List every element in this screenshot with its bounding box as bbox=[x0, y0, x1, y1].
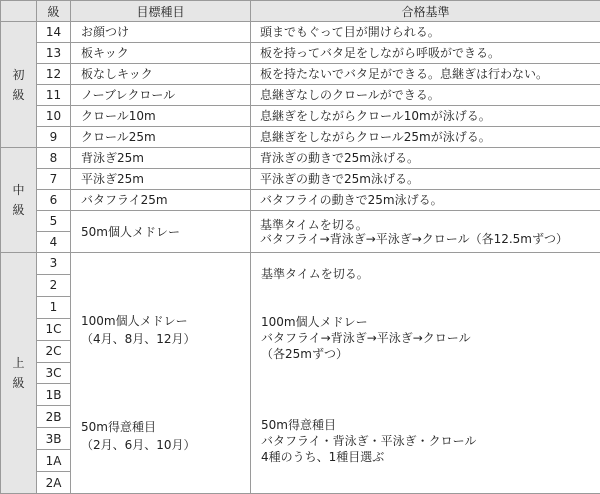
goal-cell: 背泳ぎ25m bbox=[71, 148, 251, 169]
criteria-cell-advanced: 基準タイムを切る。 100m個人メドレー バタフライ→背泳ぎ→平泳ぎ→クロール （各25mずつ） 50m得意種目 バタフライ・背泳ぎ・平泳ぎ・クロール 4種のうち、1種目選ぶ bbox=[251, 253, 600, 494]
goal-cell-medley50: 50m個人メドレー bbox=[71, 211, 251, 253]
goal-specialty-months: （2月、6月、10月） bbox=[81, 438, 196, 452]
criteria-cell: 板を持たないでバタ足ができる。息継ぎは行わない。 bbox=[251, 64, 600, 85]
criteria-cell: 板を持ってバタ足をしながら呼吸ができる。 bbox=[251, 43, 600, 64]
criteria-cell: 頭までもぐって目が開けられる。 bbox=[251, 22, 600, 43]
goal-specialty: 50m得意種目 bbox=[81, 420, 156, 434]
level-cell: 7 bbox=[37, 169, 71, 190]
level-cell: 3B bbox=[37, 428, 71, 450]
table-row bbox=[1, 148, 600, 169]
level-cell: 9 bbox=[37, 127, 71, 148]
table-row bbox=[1, 253, 600, 275]
level-cell: 10 bbox=[37, 106, 71, 127]
header-row bbox=[1, 1, 600, 22]
level-cell: 14 bbox=[37, 22, 71, 43]
goal-cell: クロール25m bbox=[71, 127, 251, 148]
level-cell: 2 bbox=[37, 274, 71, 296]
criteria-intro: 基準タイムを切る。 bbox=[261, 267, 369, 281]
level-cell: 5 bbox=[37, 211, 71, 232]
goal-cell: バタフライ25m bbox=[71, 190, 251, 211]
criteria-cell: 息継ぎなしのクロールができる。 bbox=[251, 85, 600, 106]
level-cell: 3C bbox=[37, 362, 71, 384]
table-row bbox=[1, 106, 600, 127]
level-cell: 1C bbox=[37, 318, 71, 340]
level-cell: 13 bbox=[37, 43, 71, 64]
level-cell: 12 bbox=[37, 64, 71, 85]
level-cell: 2A bbox=[37, 472, 71, 494]
table-row bbox=[1, 211, 600, 232]
goal-cell-advanced bbox=[71, 253, 251, 494]
criteria-cell: 背泳ぎの動きで25m泳げる。 bbox=[251, 148, 600, 169]
table-row bbox=[1, 22, 600, 43]
criteria-cell: バタフライの動きで25m泳げる。 bbox=[251, 190, 600, 211]
level-cell: 6 bbox=[37, 190, 71, 211]
goal-cell: お顔つけ bbox=[71, 22, 251, 43]
header-group bbox=[1, 1, 37, 22]
goal-medley-months: （4月、8月、12月） bbox=[81, 332, 196, 346]
level-cell: 1B bbox=[37, 384, 71, 406]
level-cell: 2B bbox=[37, 406, 71, 428]
level-cell: 8 bbox=[37, 148, 71, 169]
level-cell: 3 bbox=[37, 253, 71, 275]
level-cell: 1A bbox=[37, 450, 71, 472]
level-cell: 11 bbox=[37, 85, 71, 106]
table-row bbox=[1, 43, 600, 64]
table-row bbox=[1, 190, 600, 211]
goal-cell: ノーブレクロール bbox=[71, 85, 251, 106]
group-beginner: 初 級 bbox=[1, 22, 37, 148]
goal-cell: クロール10m bbox=[71, 106, 251, 127]
criteria-cell: 息継ぎをしながらクロール25mが泳げる。 bbox=[251, 127, 600, 148]
goal-cell: 板なしキック bbox=[71, 64, 251, 85]
level-cell: 4 bbox=[37, 232, 71, 253]
table-row bbox=[1, 85, 600, 106]
table-row bbox=[1, 169, 600, 190]
table-row bbox=[1, 64, 600, 85]
header-goal: 目標種目 bbox=[71, 1, 251, 22]
header-criteria: 合格基準 bbox=[251, 1, 600, 22]
level-cell: 2C bbox=[37, 340, 71, 362]
goal-cell: 板キック bbox=[71, 43, 251, 64]
group-advanced: 上 級 bbox=[1, 253, 37, 494]
level-cell: 1 bbox=[37, 296, 71, 318]
criteria-cell: 息継ぎをしながらクロール10mが泳げる。 bbox=[251, 106, 600, 127]
goal-medley: 100m個人メドレー bbox=[81, 314, 188, 328]
table-row bbox=[1, 127, 600, 148]
goal-cell: 平泳ぎ25m bbox=[71, 169, 251, 190]
criteria-cell: 平泳ぎの動きで25m泳げる。 bbox=[251, 169, 600, 190]
header-level: 級 bbox=[37, 1, 71, 22]
criteria-cell-medley50: 基準タイムを切る。 バタフライ→背泳ぎ→平泳ぎ→クロール（各12.5mずつ） bbox=[251, 211, 600, 253]
group-intermediate: 中 級 bbox=[1, 148, 37, 253]
